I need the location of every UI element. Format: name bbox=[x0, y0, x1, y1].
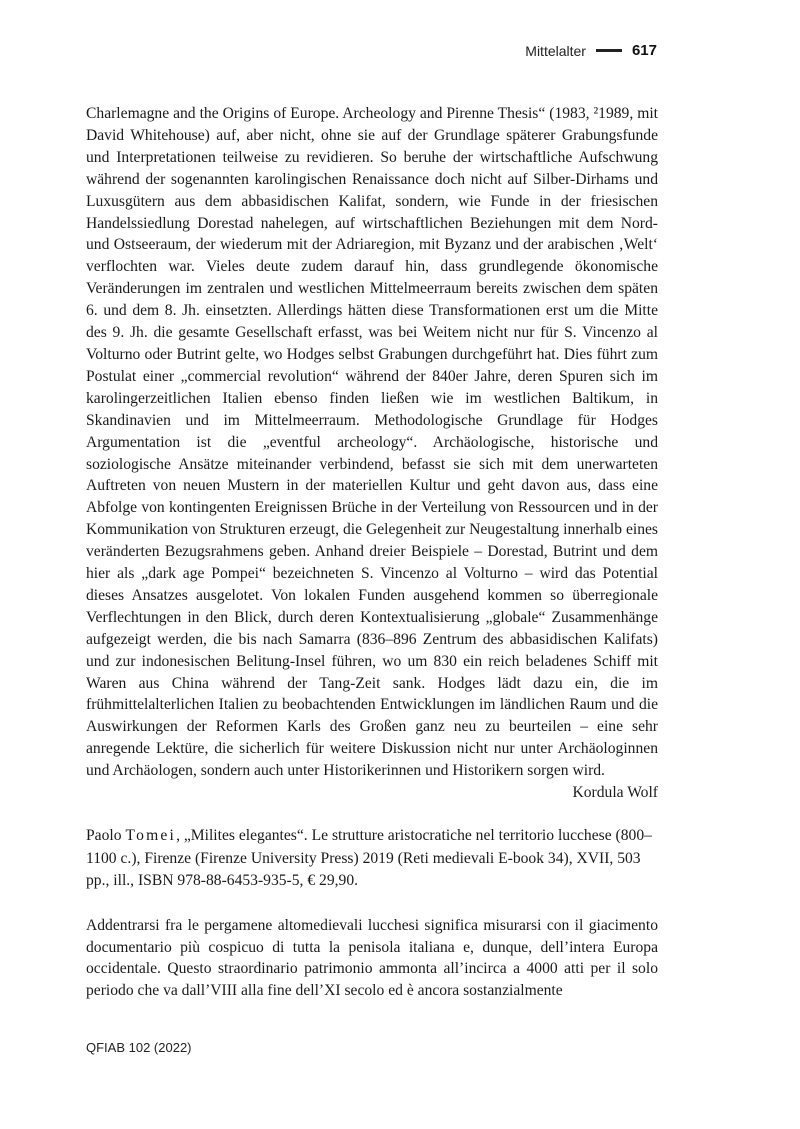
running-header bbox=[525, 42, 657, 59]
author-last-name: Tomei bbox=[125, 827, 177, 845]
page-number: 617 bbox=[631, 42, 657, 59]
review-citation bbox=[86, 825, 658, 893]
author-first-name: Paolo bbox=[86, 827, 122, 845]
citation-text: , „Milites elegantes“. Le strutture aristocratiche nel territorio lucchese (800–1100 c.), Firenze (Firenze University Press) 2019 (Reti medievali E-book 34), XVII, 503 pp., ill., ISBN 978-88-6453-935-5, € 29,90. bbox=[86, 827, 652, 890]
page-body bbox=[86, 103, 658, 1002]
review-paragraph bbox=[86, 103, 658, 802]
header-rule bbox=[596, 49, 622, 52]
section-title: Mittelalter bbox=[525, 42, 586, 59]
journal-footer: QFIAB 102 (2022) bbox=[86, 1040, 192, 1055]
reviewer-signature: Kordula Wolf bbox=[572, 784, 658, 802]
review-text: Charlemagne and the Origins of Europe. Archeology and Pirenne Thesis“ (1983, ²1989, mit David Whitehouse) auf, aber nicht, ohne sie auf der Grundlage späterer Grabungsfunde und Interpretationen teilweise zu revidieren. So beruhe der wirtschaftliche Aufschwung während der sogenannten karolingischen Renaissance doch nicht auf Silber-Dirhams und Luxusgütern aus dem abbasidischen Kalifat, sondern, wie Funde in der friesischen Handelssiedlung Dorestad nahelegen, auf wirtschaftlichen Beziehungen mit dem Nord- und Ostseeraum, der wiederum mit der Adriaregion, mit Byzanz und der arabischen ‚Welt‘ verflochten war. Vieles deute zudem darauf hin, dass grundlegende ökonomische Veränderungen im zentralen und westlichen Mittelmeerraum bereits zwischen dem späten 6. und dem 8. Jh. einsetzten. Allerdings hätten diese Transformationen erst um die Mitte des 9. Jh. die gesamte Gesellschaft erfasst, was bei Weitem nicht nur für S. Vincenzo al Volturno oder Butrint gelte, wo Hodges selbst Grabungen durchgeführt hat. Dies führt zum Postulat einer „commercial revolution“ während der 840er Jahre, deren Spuren sich im karolingerzeitlichen Italien ebenso finden ließen wie im westlichen Baltikum, in Skandinavien und im Mittelmeerraum. Methodologische Grundlage für Hodges Argumentation ist die „eventful archeology“. Archäologische, historische und soziologische Ansätze miteinander verbindend, befasst sie sich mit dem unerwarteten Auftreten von neuen Mustern in der materiellen Kultur und geht davon aus, dass eine Abfolge von kontingenten Ereignissen Brüche in der Verteilung von Ressourcen und in der Kommunikation von Strukturen erzeugt, die Gelegenheit zur Neugestaltung innerhalb eines veränderten Bezugsrahmens geben. Anhand dreier Beispiele – Dorestad, Butrint und dem hier als „dark age Pompei“ bezeichneten S. Vincenzo al Volturno – wird das Potential dieses Ansatzes ausgelotet. Von lokalen Funden ausgehend kommen so überregionale Verflechtungen in den Blick, durch deren Kontextualisierung „globale“ Zusammenhänge aufgezeigt werden, die bis nach Samarra (836–896 Zentrum des abbasidischen Kalifats) und zur indonesischen Belitung-Insel führen, wo um 830 ein reich beladenes Schiff mit Waren aus China während der Tang-Zeit sank. Hodges lädt dazu ein, die im frühmittelalterlichen Italien zu beobachtenden Entwicklungen im ländlichen Raum und die Auswirkungen der Reformen Karls des Großen ganz neu zu beurteilen – eine sehr anregende Lektüre, die sicherlich für weitere Diskussion nicht nur unter Archäologinnen und Archäologen, sondern auch unter Historikerinnen und Historikern sorgen wird. bbox=[86, 105, 658, 780]
review-paragraph-italian: Addentrarsi fra le pergamene altomedievali lucchesi significa misurarsi con il giacimento documentario più cospicuo di tutta la penisola italiana e, dunque, dell’intera Europa occidentale. Questo straordinario patrimonio ammonta all’incirca a 4000 atti per il solo periodo che va dall’VIII alla fine dell’XI secolo ed è ancora sostanzialmente bbox=[86, 916, 658, 1000]
